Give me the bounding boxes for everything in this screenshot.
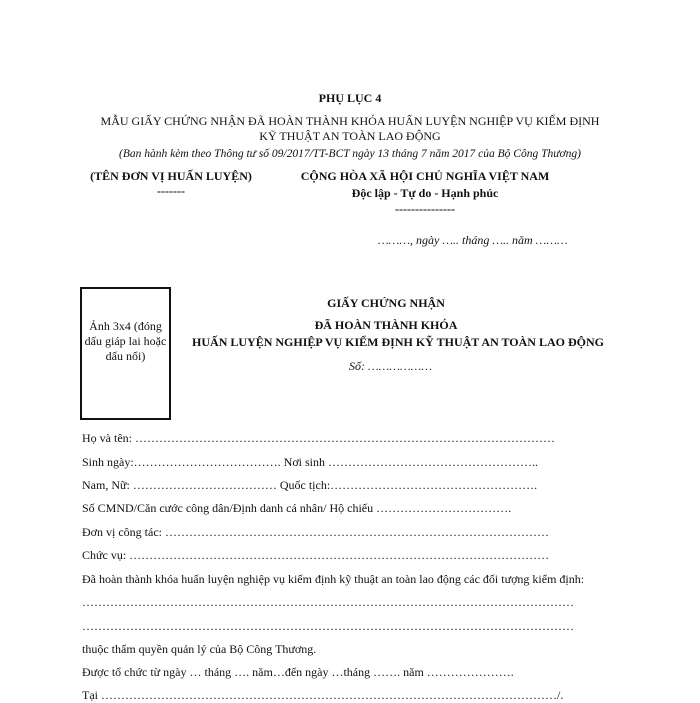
field-workplace: Đơn vị công tác: …………………………………………………………………………………… — [82, 525, 549, 539]
field-id-document: Số CMND/Căn cước công dân/Định danh cá nhân/ Hộ chiếu ……………………………. — [82, 501, 512, 515]
certificate-subtitle: ĐÃ HOÀN THÀNH KHÓA — [314, 318, 458, 332]
field-dotted-line-2: …………………………………………………………………………………………………………… — [82, 619, 574, 633]
certificate-number: Số: ……………… — [349, 359, 433, 373]
field-position: Chức vụ: …………………………………………………………………………………………… — [82, 548, 550, 562]
field-gender-nationality: Nam, Nữ: ……………………………… Quốc tịch:……………………………………………. — [82, 478, 538, 492]
date-line: ………, ngày ….. tháng ….. năm ……… — [378, 233, 568, 247]
document-title-line2: KỸ THUẬT AN TOÀN LAO ĐỘNG — [259, 129, 441, 143]
certificate-course-title: HUẤN LUYỆN NGHIỆP VỤ KIỂM ĐỊNH KỸ THUẬT AN TOÀN LAO ĐỘNG — [192, 335, 604, 349]
field-birth: Sinh ngày:………………………………. Nơi sinh …………………………………………….. — [82, 455, 539, 469]
field-completed-course: Đã hoàn thành khóa huấn luyện nghiệp vụ kiểm định kỹ thuật an toàn lao động các đối tượng kiểm định: — [82, 572, 585, 586]
field-organized-dates: Được tổ chức từ ngày … tháng …. năm…đến ngày …tháng ……. năm …………………. — [82, 665, 514, 679]
document-title-line1: MẪU GIẤY CHỨNG NHẬN ĐÃ HOÀN THÀNH KHÓA HUẤN LUYỆN NGHIỆP VỤ KIỂM ĐỊNH — [100, 114, 600, 128]
appendix-title: PHỤ LỤC 4 — [318, 91, 382, 105]
photo-placeholder-text: Ảnh 3x4 (đóng dấu giáp lai hoặc dấu nổi) — [84, 319, 167, 363]
field-authority: thuộc thẩm quyền quản lý của Bộ Công Thương. — [82, 642, 317, 656]
issued-by-note: (Ban hành kèm theo Thông tư số 09/2017/TT-BCT ngày 13 tháng 7 năm 2017 của Bộ Công Thương) — [119, 148, 581, 160]
field-location: Tại ……………………………………………………………………………………………………/. — [82, 688, 564, 702]
photo-placeholder-box — [80, 287, 171, 420]
field-dotted-line-1: …………………………………………………………………………………………………………… — [82, 595, 574, 609]
left-header-rule: ------- — [157, 184, 185, 198]
training-unit-name: (TÊN ĐƠN VỊ HUẤN LUYỆN) — [90, 169, 252, 183]
field-full-name: Họ và tên: …………………………………………………………………………………………… — [82, 431, 555, 445]
certificate-title: GIẤY CHỨNG NHẬN — [327, 296, 445, 310]
nation-title: CỘNG HÒA XÃ HỘI CHỦ NGHĨA VIỆT NAM — [300, 169, 550, 183]
nation-motto: Độc lập - Tự do - Hạnh phúc — [351, 186, 499, 200]
right-header-rule: --------------- — [395, 202, 455, 216]
